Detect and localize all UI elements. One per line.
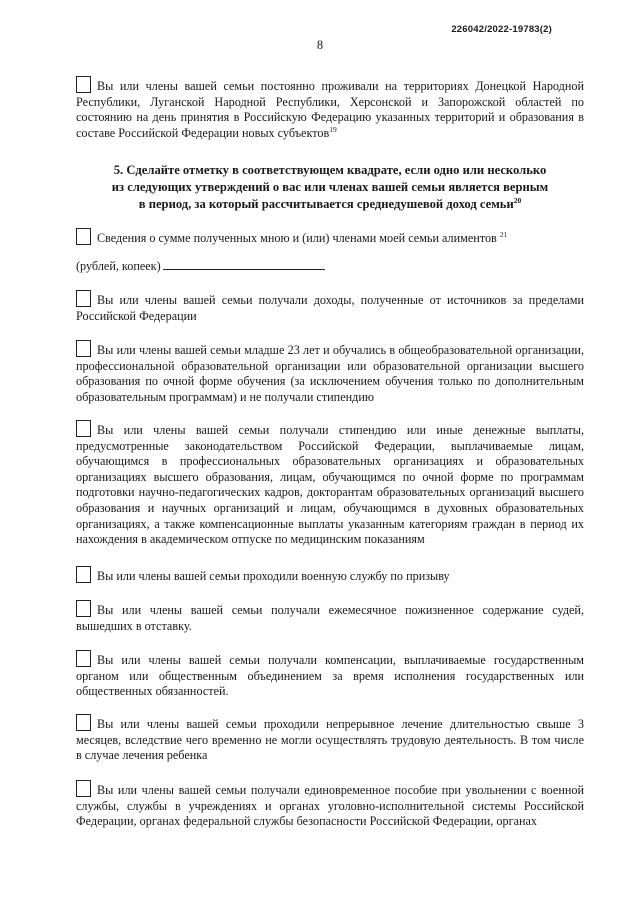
checkbox-stipend[interactable] bbox=[76, 420, 91, 437]
item-foreign-income bbox=[76, 290, 584, 324]
amount-label: (рублей, копеек) bbox=[76, 259, 161, 273]
checkbox-treatment[interactable] bbox=[76, 714, 91, 731]
item-stipend-text: Вы или члены вашей семьи получали стипендию или иные денежные выплаты, предусмотренные законодательством Российской Федерации, выплачиваемые лицам, обучающимся в профессиональных образовательных организациях и образовательных организациях высшего образования, лицам, обучающимся по очной форме по программам подготовки научно-педагогических кадров, докторантам образовательных организаций высшего образования и научных организаций и лицам, обучающимся в духовных образовательных организациях, а также компенсационные выплаты указанным категориям граждан в период их нахождения в академическом отпуске по медицинским показаниям bbox=[76, 423, 584, 547]
footnote-ref: 19 bbox=[329, 124, 337, 134]
item-judges bbox=[76, 600, 584, 634]
section-5-title-line3: в период, за который рассчитывается среднедушевой доход семьи$^{20}$ bbox=[138, 195, 522, 211]
checkbox-severance[interactable] bbox=[76, 780, 91, 797]
page-number: 8 bbox=[316, 38, 324, 52]
intro-text: Вы или члены вашей семьи постоянно проживали на территориях Донецкой Народной Республики, Луганской Народной Республики, Херсонской и Запорожской областей по состоянию на день принятия в Российскую Федерацию указанных территорий и образования в составе Российской Федерации новых субъектов bbox=[76, 79, 584, 140]
section-5-heading bbox=[90, 162, 570, 213]
checkbox-compensation[interactable] bbox=[76, 650, 91, 667]
alimony-amount-field[interactable] bbox=[163, 258, 325, 270]
footnote-ref: 21 bbox=[499, 229, 508, 239]
item-foreign-income-text: Вы или члены вашей семьи получали доходы, полученные от источников за пределами Российской Федерации bbox=[76, 293, 584, 323]
checkbox-students-no-stipend[interactable] bbox=[76, 340, 91, 357]
item-stipend bbox=[76, 420, 584, 548]
footnote-ref: 20 bbox=[513, 195, 522, 205]
checkbox-residence[interactable] bbox=[76, 76, 91, 93]
item-alimony bbox=[76, 228, 584, 247]
intro-paragraph bbox=[76, 76, 584, 141]
document-id: 226042/2022-19783(2) bbox=[451, 24, 552, 35]
item-alimony-text: Сведения о сумме полученных мною и (или) членами моей семьи алиментов bbox=[97, 231, 497, 245]
section-5-title-line2: из следующих утверждений о вас или членах вашей семьи является верным bbox=[111, 180, 549, 194]
alimony-amount-row bbox=[76, 258, 584, 275]
item-judges-text: Вы или члены вашей семьи получали ежемесячное пожизненное содержание судей, вышедших в отставку. bbox=[76, 603, 584, 633]
item-treatment bbox=[76, 714, 584, 764]
item-compensation-text: Вы или члены вашей семьи получали компенсации, выплачиваемые государственным органом или общественным объединением за время исполнения государственных или общественных обязанностей. bbox=[76, 653, 584, 699]
checkbox-judges[interactable] bbox=[76, 600, 91, 617]
item-military-service bbox=[76, 566, 584, 585]
checkbox-foreign-income[interactable] bbox=[76, 290, 91, 307]
checkbox-military-service[interactable] bbox=[76, 566, 91, 583]
item-students-no-stipend bbox=[76, 340, 584, 405]
item-military-service-text: Вы или члены вашей семьи проходили военную службу по призыву bbox=[97, 569, 450, 583]
item-students-no-stipend-text: Вы или члены вашей семьи младше 23 лет и обучались в общеобразовательной организации, профессиональной образовательной организации или образовательной организации высшего образования по очной форме обучения (за исключением обучения только по дополнительным образовательным программам) и не получали стипендию bbox=[76, 343, 584, 404]
item-severance-text: Вы или члены вашей семьи получали единовременное пособие при увольнении с военной службы, службы в учреждениях и органах уголовно-исполнительной системы Российской Федерации, органах федеральной службы безопасности Российской Федерации, органах bbox=[76, 783, 584, 829]
section-5-title-line1: 5. Сделайте отметку в соответствующем квадрате, если одно или несколько bbox=[113, 163, 547, 177]
checkbox-alimony[interactable] bbox=[76, 228, 91, 245]
item-compensation bbox=[76, 650, 584, 700]
item-treatment-text: Вы или члены вашей семьи проходили непрерывное лечение длительностью свыше 3 месяцев, вследствие чего временно не могли осуществлять трудовую деятельность. В том числе в случае лечения ребенка bbox=[76, 717, 584, 763]
item-severance bbox=[76, 780, 584, 830]
